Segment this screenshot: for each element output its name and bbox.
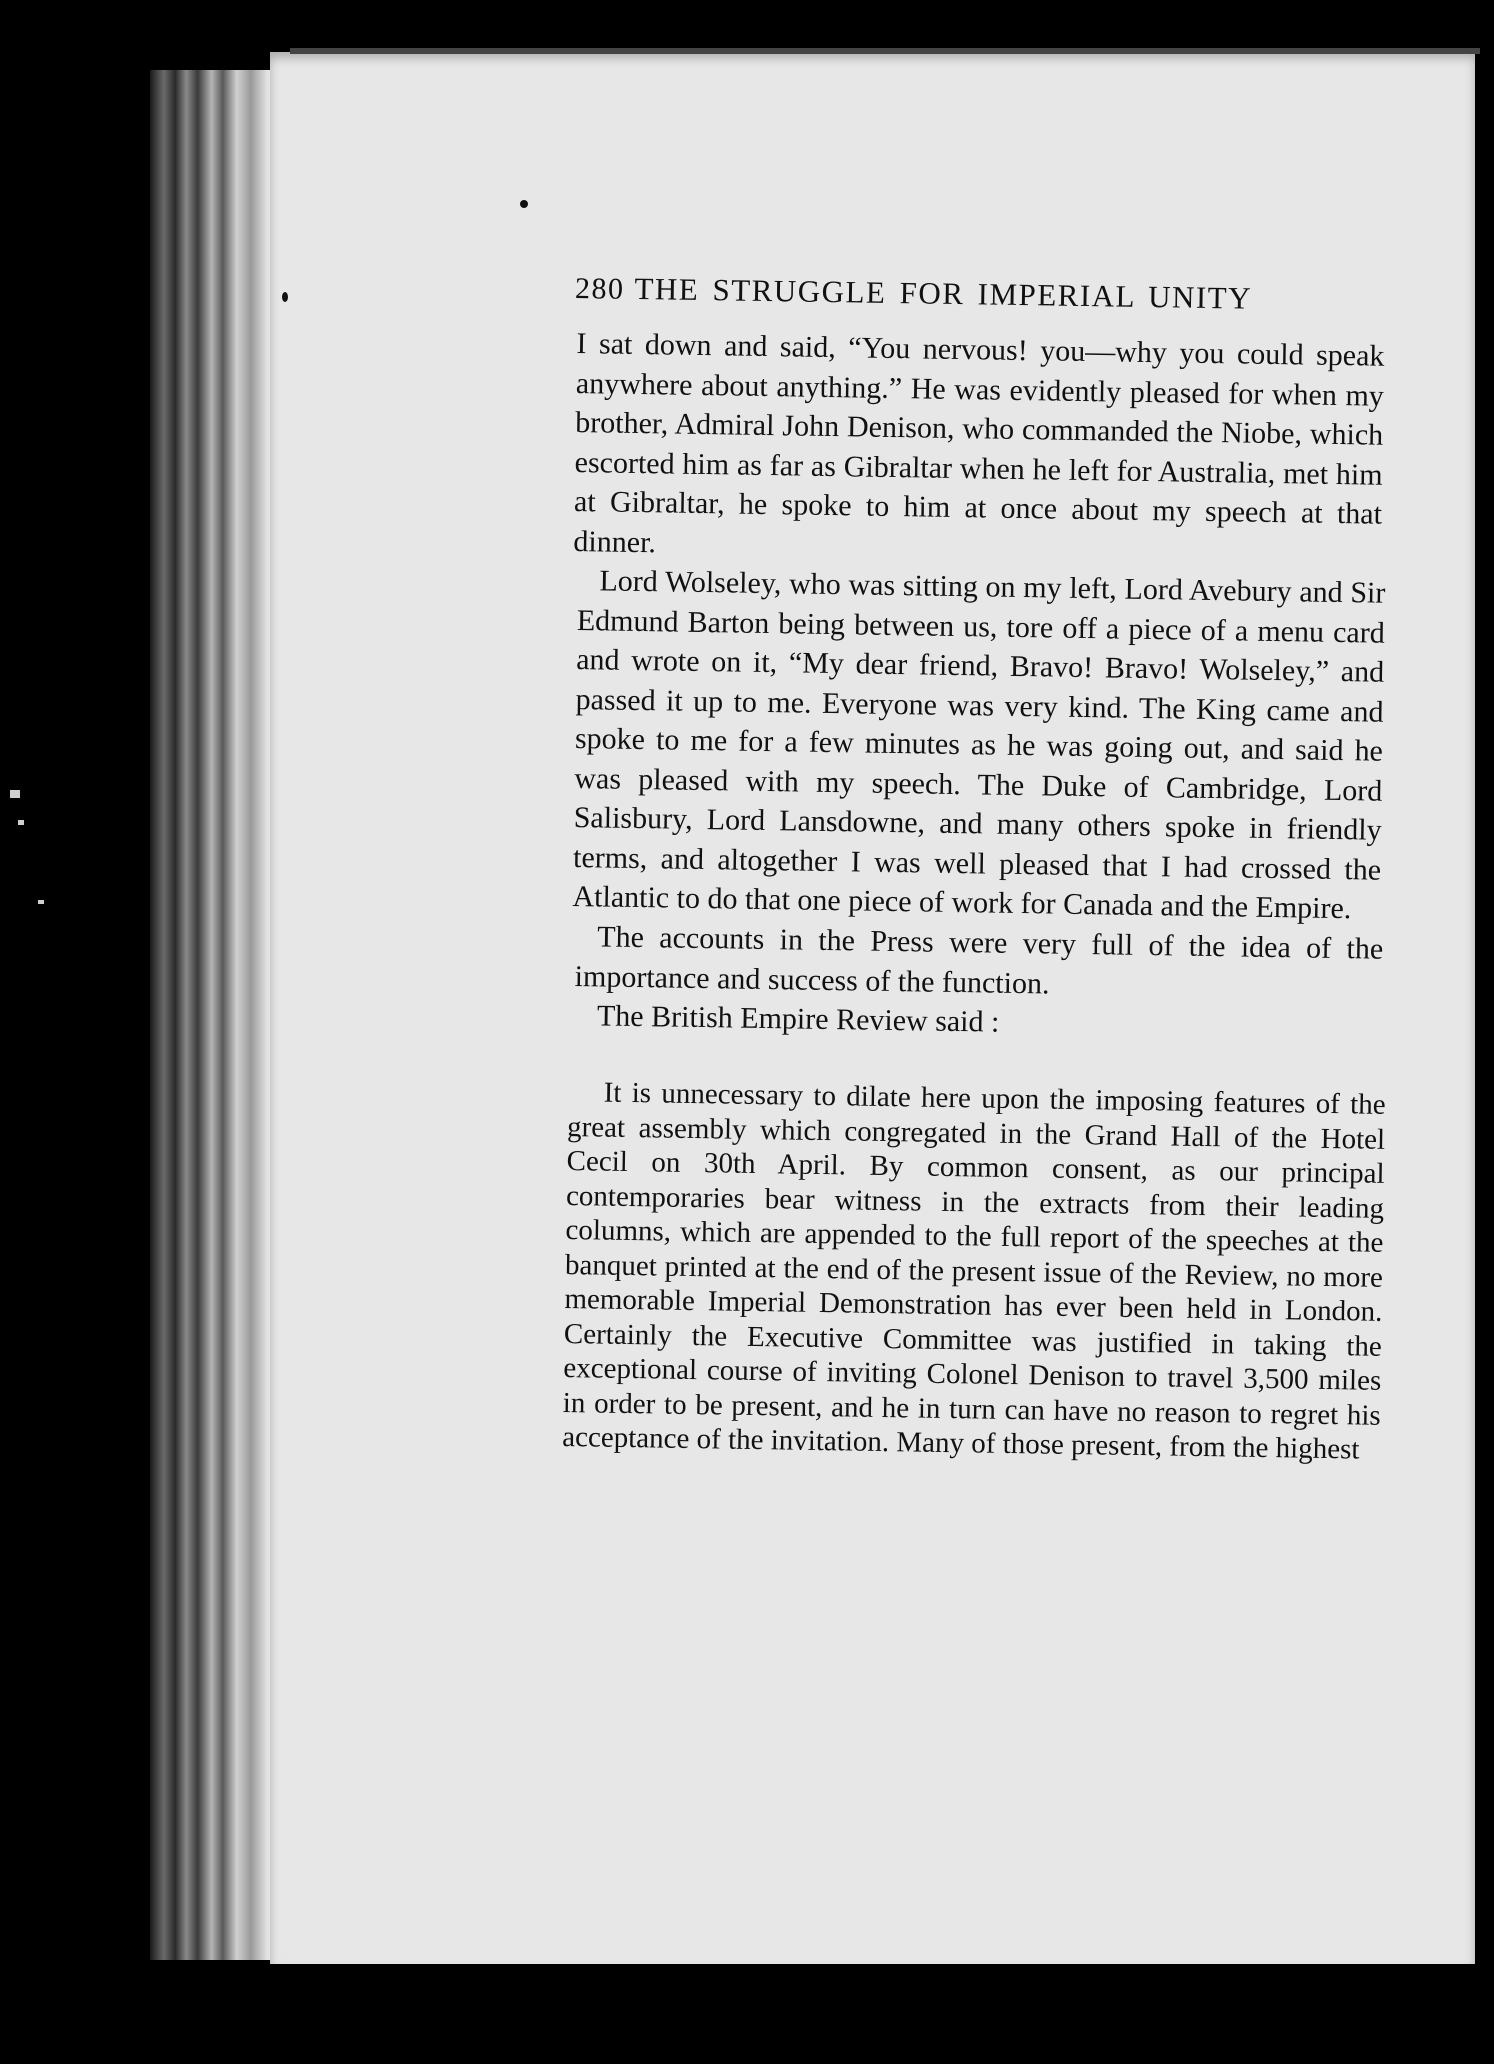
paragraph: The accounts in the Press were very full of the idea of the importance and success of the function. xyxy=(574,919,1384,1000)
scan-speck xyxy=(10,790,20,798)
page-edges xyxy=(150,70,290,1960)
paragraph: Lord Wolseley, who was sitting on my left, Lord Avebury and Sir Edmund Barton being between us, tore off a piece of a menu card and wrote on it, “My dear friend, Bravo! Bravo! Wolseley,” and passed it up to me. Everyone was very kind. The King came and spoke to me for a few minutes as he was going out, and said he was pleased with my speech. The Duke of Cambridge, Lord Salisbury, Lord Lansdowne, and many others spoke in friendly terms, and altogether I was well pleased that I had crossed the Atlantic to do that one piece of work for Canada and the Empire. xyxy=(572,564,1386,926)
page-top-edge xyxy=(290,48,1480,54)
block-quote: It is unnecessary to dilate here upon the imposing features of the great assembly which congregated in the Grand Hall of the Hotel Cecil on 30th April. By common consent, as our principal contemporaries bear witness in the extracts from their leading columns, which are appended to the full report of the speeches at the banquet printed at the end of the present issue of the Review, no more memorable Imperial Demonstration has ever been held in London. Certainly the Executive Committee was justified in taking the exceptional course of inviting Colonel Denison to travel 3,500 miles in order to be present, and he in turn can have no reason to regret his acceptance of the invitation. Many of those present, from the highest xyxy=(562,1076,1386,1466)
paragraph: The British Empire Review said : xyxy=(596,998,1000,1039)
scan-speck xyxy=(18,820,24,825)
running-title: THE STRUGGLE FOR IMPERIAL UNITY xyxy=(634,270,1253,316)
scan-speck xyxy=(38,900,44,904)
page-number: 280 xyxy=(574,272,625,306)
paragraph: I sat down and said, “You nervous! you—why you could speak anywhere about anything.” He was evidently pleased for when my brother, Admiral John Denison, who commanded the Niobe, which escorted him as far as Gibraltar when he left for Australia, met him at Gibraltar, he spoke to him at once about my speech at that dinner. xyxy=(573,327,1385,559)
ink-dot xyxy=(520,200,528,208)
page-text xyxy=(562,270,1386,1484)
ink-mark xyxy=(282,292,288,302)
running-head xyxy=(575,270,1383,319)
